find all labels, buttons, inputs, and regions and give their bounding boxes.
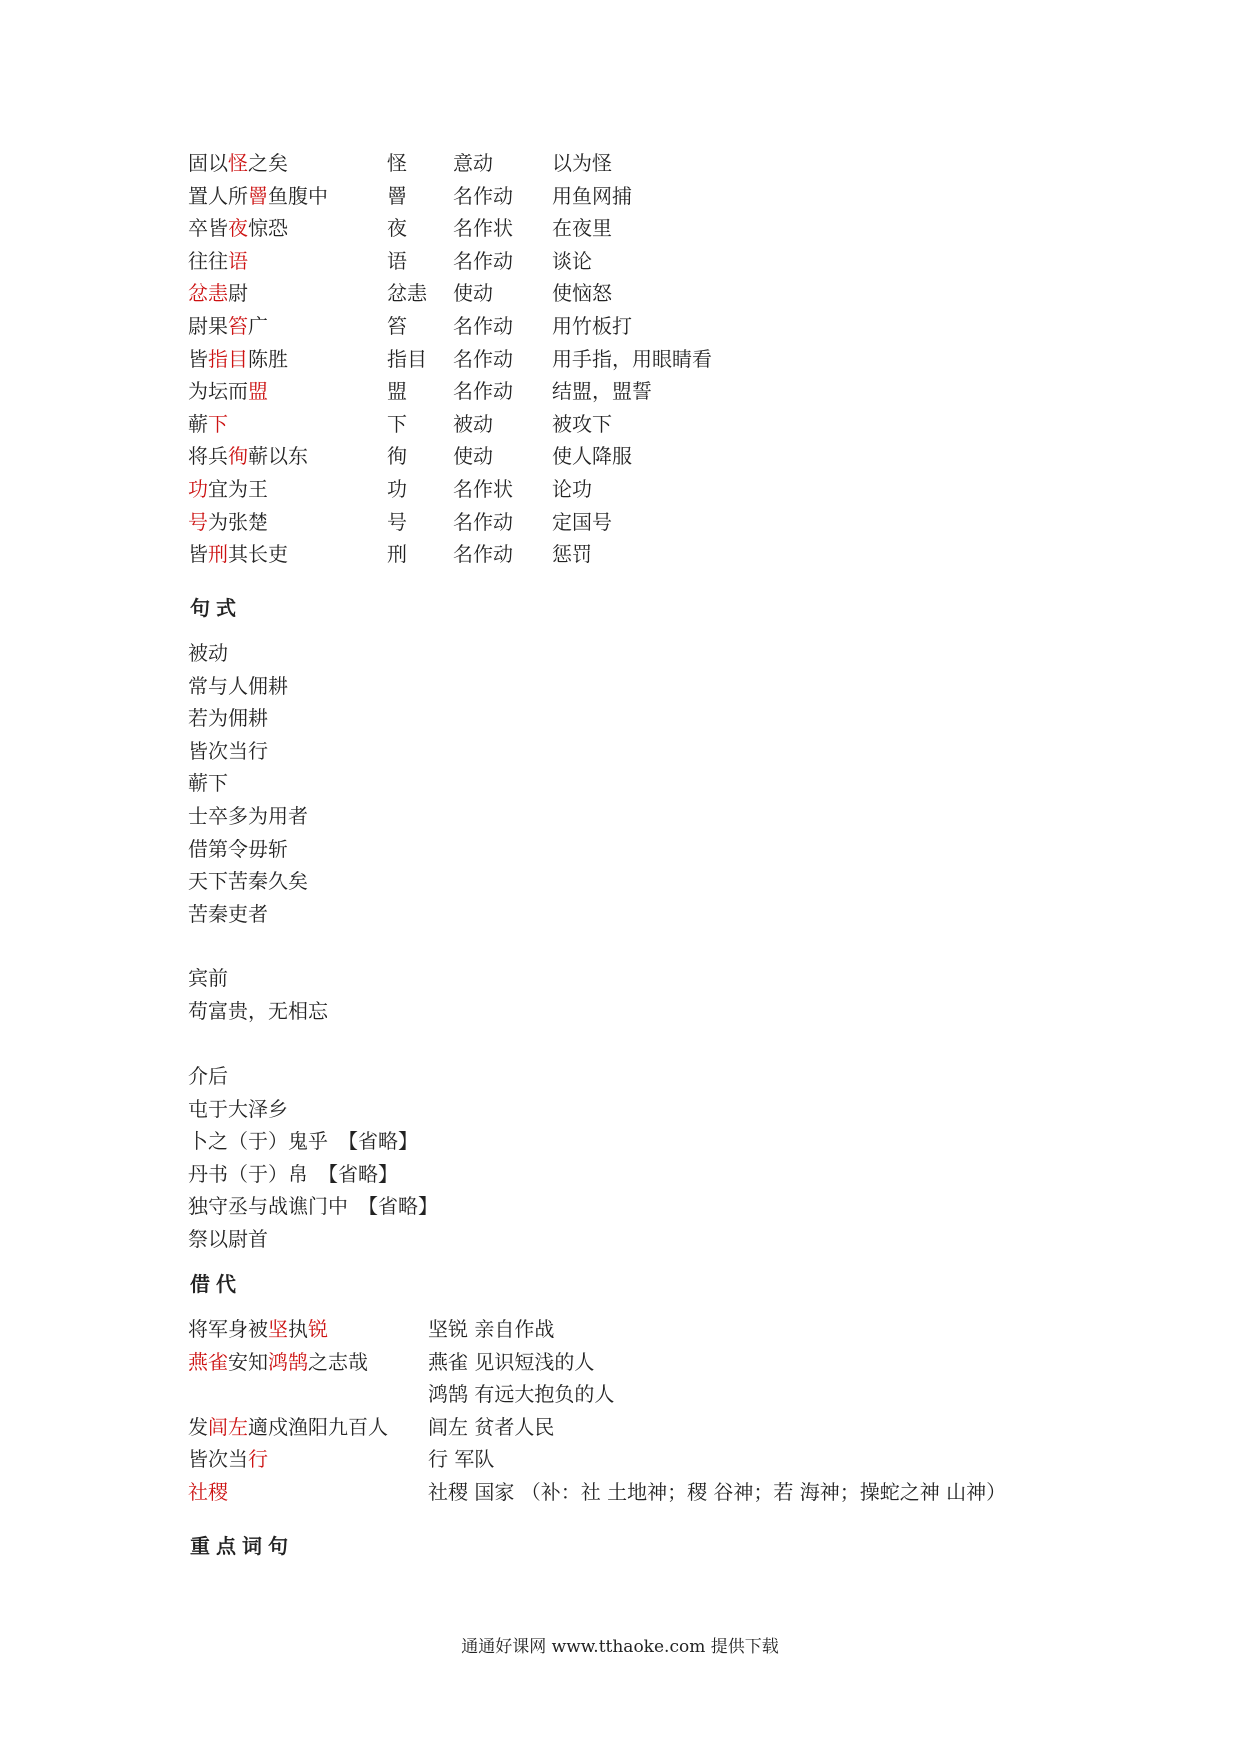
- sentence-fragment: 为张楚: [208, 509, 268, 534]
- passive-example: 士卒多为用者: [188, 804, 308, 828]
- word-meaning: 用手指，用眼睛看: [552, 346, 712, 371]
- word-meaning: 结盟，盟誓: [552, 379, 652, 404]
- word-meaning: 惩罚: [552, 542, 592, 567]
- passive-example: 常与人佣耕: [188, 673, 288, 698]
- word-meaning: 以为怪: [552, 151, 612, 175]
- postposition-example: 丹书（于）帛 【省略】: [188, 1161, 398, 1186]
- section-heading-metonymy: 借代: [190, 1272, 242, 1296]
- passive-example: 皆次当行: [188, 738, 268, 763]
- sentence-fragment: 惊恐: [248, 216, 288, 241]
- inversion-example: 苟富贵，无相忘: [188, 998, 328, 1023]
- highlighted-word: 刑: [208, 542, 228, 567]
- usage-type: 名作动: [453, 314, 513, 338]
- highlighted-word: 闾左: [208, 1414, 248, 1439]
- sentence-fragment: 将兵: [188, 444, 228, 469]
- sentence-fragment: 皆次当: [188, 1447, 248, 1472]
- example-sentence: [188, 476, 268, 502]
- example-sentence: [188, 378, 268, 404]
- key-word: 指目: [387, 346, 427, 371]
- key-word: 夜: [387, 216, 407, 241]
- word-meaning: 论功: [552, 477, 592, 501]
- highlighted-word: 指目: [208, 346, 248, 371]
- metonymy-note: 坚锐 亲自作战: [428, 1317, 555, 1341]
- highlighted-word: 锐: [308, 1317, 328, 1341]
- word-meaning: 使恼怒: [552, 281, 612, 306]
- example-sentence: [188, 346, 288, 372]
- sentence-fragment: 尉果: [188, 314, 228, 338]
- example-sentence: [188, 150, 288, 176]
- usage-type: 意动: [453, 151, 493, 175]
- highlighted-word: 忿恚: [188, 281, 228, 306]
- section-heading-key: 重点词句: [190, 1534, 294, 1558]
- example-sentence: [188, 443, 308, 469]
- sentence-fragment: 適戍渔阳九百人: [248, 1414, 388, 1439]
- word-meaning: 用竹板打: [552, 314, 632, 338]
- sentence-fragment: 其长吏: [228, 542, 288, 567]
- metonymy-sentence: [188, 1414, 388, 1440]
- metonymy-note: 闾左 贫者人民: [428, 1414, 555, 1439]
- usage-type: 名作动: [453, 509, 513, 534]
- usage-type: 使动: [453, 281, 493, 306]
- highlighted-word: 行: [248, 1447, 268, 1472]
- key-word: 盟: [387, 379, 407, 404]
- highlighted-word: 鸿鹄: [268, 1349, 308, 1374]
- key-word: 怪: [387, 151, 407, 175]
- subsection-label: 介后: [188, 1064, 228, 1088]
- word-meaning: 用鱼网捕: [552, 183, 632, 208]
- key-word: 下: [387, 411, 407, 436]
- key-word: 忿恚: [387, 281, 427, 306]
- sentence-fragment: 发: [188, 1414, 208, 1439]
- sentence-fragment: 卒皆: [188, 216, 228, 241]
- key-word: 笞: [387, 314, 407, 338]
- subsection-label: 宾前: [188, 966, 228, 990]
- word-meaning: 在夜里: [552, 216, 612, 241]
- usage-type: 名作动: [453, 542, 513, 567]
- highlighted-word: 夜: [228, 216, 248, 241]
- key-word: 刑: [387, 542, 407, 567]
- footer-text: 通通好课网 www.tthaoke.com 提供下载: [461, 1637, 779, 1657]
- example-sentence: [188, 541, 288, 567]
- metonymy-sentence: [188, 1349, 368, 1375]
- example-sentence: [188, 280, 248, 306]
- sentence-fragment: 置人所: [188, 183, 248, 208]
- key-word: 号: [387, 509, 407, 534]
- metonymy-note: 社稷 国家 （补：社 土地神；稷 谷神；若 海神；操蛇之神 山神）: [428, 1480, 1007, 1504]
- word-meaning: 谈论: [552, 248, 592, 273]
- usage-type: 使动: [453, 444, 493, 469]
- subsection-label: 被动: [188, 641, 228, 665]
- postposition-example: 屯于大泽乡: [188, 1096, 288, 1121]
- sentence-fragment: 固以: [188, 151, 228, 175]
- key-word: 徇: [387, 444, 407, 469]
- highlighted-word: 徇: [228, 444, 248, 469]
- sentence-fragment: 尉: [228, 281, 248, 306]
- word-meaning: 使人降服: [552, 444, 632, 469]
- usage-type: 名作状: [453, 216, 513, 241]
- metonymy-note: 鸿鹄 有远大抱负的人: [428, 1382, 615, 1407]
- postposition-example: 独守丞与战谯门中 【省略】: [188, 1194, 438, 1219]
- usage-type: 被动: [453, 411, 493, 436]
- example-sentence: [188, 248, 248, 274]
- sentence-fragment: 之矣: [248, 151, 288, 175]
- passive-example: 苦秦吏者: [188, 901, 268, 926]
- example-sentence: [188, 183, 328, 209]
- highlighted-word: 笞: [228, 314, 248, 338]
- passive-example: 若为佣耕: [188, 706, 268, 731]
- key-word: 语: [387, 248, 407, 273]
- metonymy-note: 行 军队: [428, 1447, 495, 1472]
- sentence-fragment: 往往: [188, 248, 228, 273]
- highlighted-word: 燕雀: [188, 1349, 228, 1374]
- sentence-fragment: 广: [248, 314, 268, 338]
- metonymy-sentence: [188, 1479, 228, 1505]
- usage-type: 名作动: [453, 248, 513, 273]
- highlighted-word: 盟: [248, 379, 268, 404]
- metonymy-sentence: [188, 1446, 268, 1472]
- section-heading-sentence: 句式: [190, 596, 242, 620]
- sentence-fragment: 皆: [188, 542, 208, 567]
- metonymy-note: 燕雀 见识短浅的人: [428, 1349, 595, 1374]
- sentence-fragment: 执: [288, 1317, 308, 1341]
- passive-example: 天下苦秦久矣: [188, 869, 308, 894]
- sentence-fragment: 皆: [188, 346, 208, 371]
- passive-example: 借第令毋斩: [188, 836, 288, 861]
- highlighted-word: 号: [188, 509, 208, 534]
- usage-type: 名作动: [453, 346, 513, 371]
- metonymy-sentence: [188, 1316, 328, 1342]
- sentence-fragment: 鱼腹中: [268, 183, 328, 208]
- word-meaning: 定国号: [552, 509, 612, 534]
- usage-type: 名作状: [453, 477, 513, 501]
- key-word: 罾: [387, 183, 407, 208]
- sentence-fragment: 陈胜: [248, 346, 288, 371]
- word-meaning: 被攻下: [552, 411, 612, 436]
- highlighted-word: 下: [208, 411, 228, 436]
- sentence-fragment: 之志哉: [308, 1349, 368, 1374]
- highlighted-word: 功: [188, 477, 208, 501]
- sentence-fragment: 蕲: [188, 411, 208, 436]
- example-sentence: [188, 215, 288, 241]
- highlighted-word: 语: [228, 248, 248, 273]
- postposition-example: 卜之（于）鬼乎 【省略】: [188, 1129, 418, 1154]
- passive-example: 蕲下: [188, 771, 228, 796]
- highlighted-word: 坚: [268, 1317, 288, 1341]
- highlighted-word: 怪: [228, 151, 248, 175]
- sentence-fragment: 蕲以东: [248, 444, 308, 469]
- usage-type: 名作动: [453, 379, 513, 404]
- sentence-fragment: 安知: [228, 1349, 268, 1374]
- usage-type: 名作动: [453, 183, 513, 208]
- sentence-fragment: 将军身被: [188, 1317, 268, 1341]
- key-word: 功: [387, 477, 407, 501]
- highlighted-word: 社稷: [188, 1480, 228, 1504]
- example-sentence: [188, 509, 268, 535]
- sentence-fragment: 为坛而: [188, 379, 248, 404]
- highlighted-word: 罾: [248, 183, 268, 208]
- example-sentence: [188, 313, 268, 339]
- postposition-example: 祭以尉首: [188, 1227, 268, 1251]
- sentence-fragment: 宜为王: [208, 477, 268, 501]
- example-sentence: [188, 411, 228, 437]
